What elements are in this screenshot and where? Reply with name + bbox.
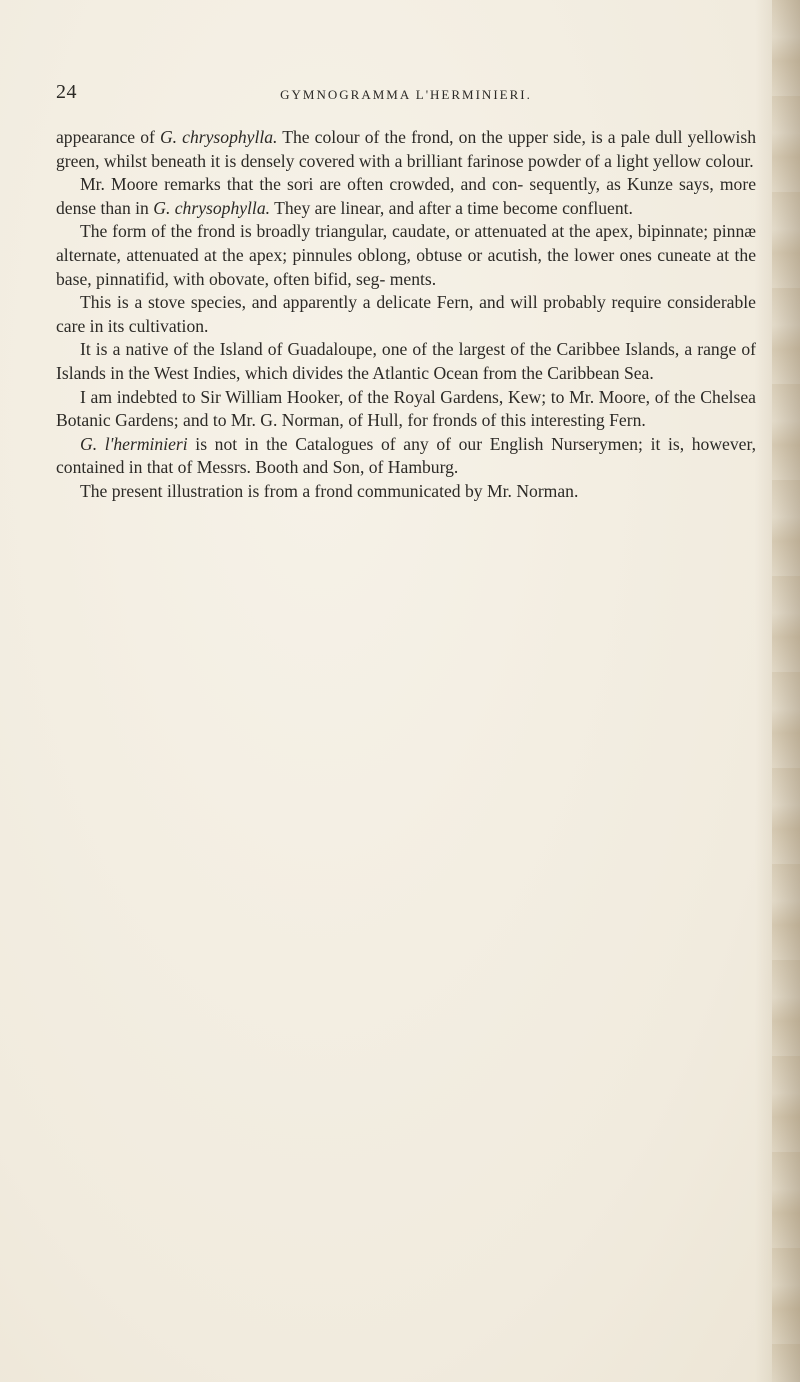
paragraph [56, 220, 756, 291]
text-run: appearance of [56, 127, 160, 147]
text-run: The colour of the frond, on the upper side, is a pale dull yellowish green, whilst beneath it is densely covered with a brilliant farinose powder of a light yellow colour. [56, 127, 756, 171]
italic-species-name: G. chrysophylla. [159, 127, 278, 147]
text-run: This is a stove species, and apparently a delicate Fern, and will probably require considerable care in its cultivation. [56, 292, 756, 336]
paragraph [56, 433, 756, 480]
text-run: I am indebted to Sir William Hooker, of the Royal Gardens, Kew; to Mr. Moore, of the Chelsea Botanic Gardens; and to Mr. G. Norman, of Hull, for fronds of this interesting Fern. [56, 386, 756, 431]
text-run: The present illustration is from a frond communicated by Mr. Norman. [80, 480, 579, 501]
running-title: GYMNOGRAMMA L'HERMINIERI. [280, 87, 532, 102]
paragraph [56, 480, 756, 504]
running-head [56, 81, 756, 111]
page-number: 24 [56, 81, 77, 103]
paragraph [56, 291, 756, 338]
text-run: It is a native of the Island of Guadaloupe, one of the largest of the Caribbee Islands, a range of Islands in the West Indies, which divides the Atlantic Ocean from the Caribbean Sea. [56, 339, 756, 383]
italic-species-name: G. l'herminieri [80, 433, 188, 454]
text-run: is not in the Catalogues of any of our English Nurserymen; it is, however, contained in that of Messrs. Booth and Son, of Hamburg. [56, 433, 756, 478]
text-run: They are linear, and after a time become confluent. [270, 197, 633, 218]
text-run: The form of the frond is broadly triangular, caudate, or attenuated at the apex, bipinnate; pinnæ alternate, attenuated at the apex; pinnules oblong, obtuse or acutish, the lower ones cuneate at the base, pinnatifid, with obovate, often bifid, seg- ments. [56, 221, 756, 289]
italic-species-name: G. chrysophylla. [153, 197, 271, 218]
text-run: Mr. Moore remarks that the sori are often crowded, and con- sequently, as Kunze says, more dense than in [56, 174, 756, 218]
body-text [56, 126, 756, 504]
page-edge-stain [772, 0, 800, 1382]
paragraph [56, 338, 756, 385]
paragraph [56, 386, 756, 433]
paragraph [56, 173, 756, 220]
paragraph [56, 126, 756, 173]
